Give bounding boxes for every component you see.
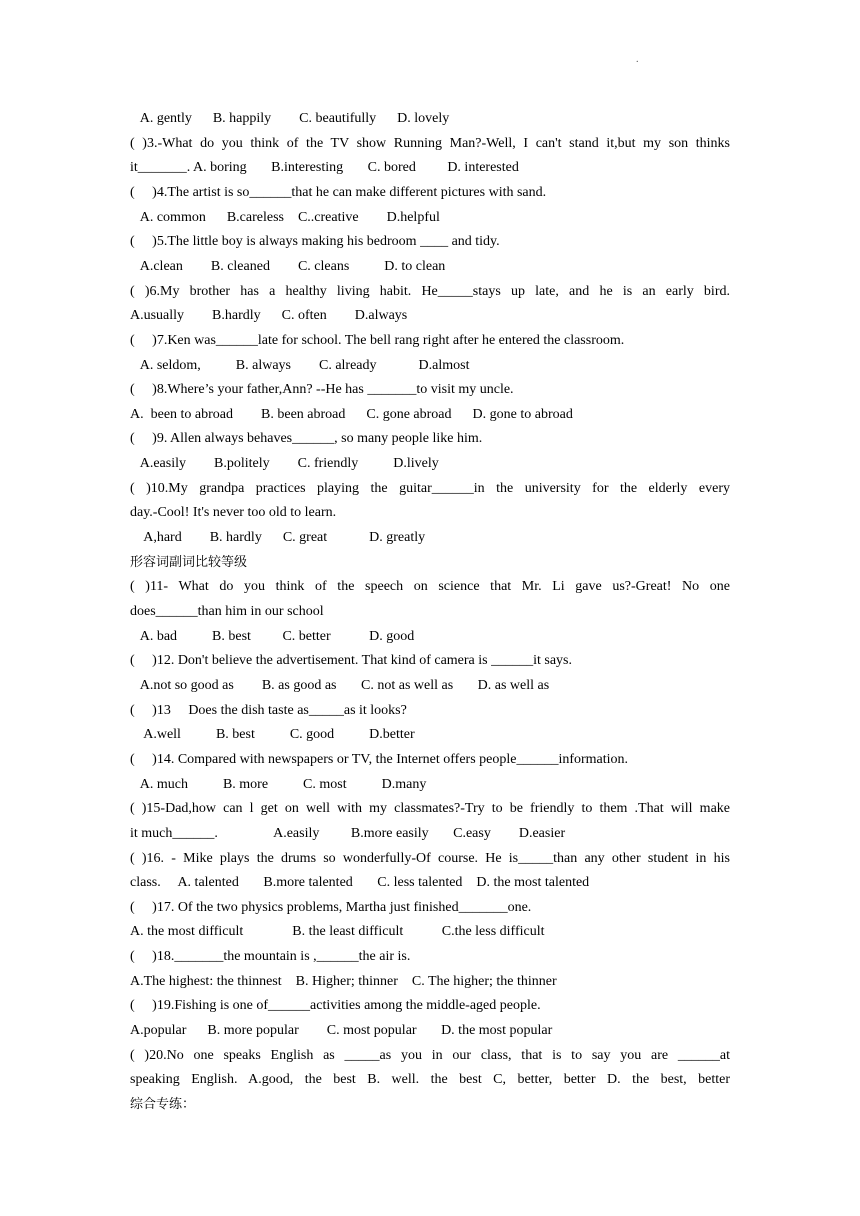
question-line: ( )10.My grandpa practices playing the guitar______in the university for the elderly every bbox=[130, 480, 730, 496]
question-line: ( )14. Compared with newspapers or TV, the Internet offers people______information. bbox=[130, 751, 629, 767]
question-line: ( )20.No one speaks English as _____as you in our class, that is to say you are ______at bbox=[130, 1047, 730, 1063]
question-line: ( )4.The artist is so______that he can make different pictures with sand. bbox=[130, 184, 547, 200]
question-line: ( )12. Don't believe the advertisement. That kind of camera is ______it says. bbox=[130, 653, 572, 669]
question-line: ( )18._______the mountain is ,______the air is. bbox=[130, 949, 411, 965]
question-line: A. seldom, B. always C. already D.almost bbox=[130, 357, 470, 373]
question-line: A.clean B. cleaned C. cleans D. to clean bbox=[130, 258, 446, 274]
question-line: ( )19.Fishing is one of______activities among the middle-aged people. bbox=[130, 998, 541, 1014]
question-line: A. common B.careless C..creative D.helpful bbox=[130, 209, 440, 225]
question-line: ( )17. Of the two physics problems, Martha just finished_______one. bbox=[130, 899, 532, 915]
question-line: it much______. A.easily B.more easily C.easy D.easier bbox=[130, 825, 566, 841]
question-line: A.usually B.hardly C. often D.always bbox=[130, 308, 408, 324]
question-line: ( )8.Where’s your father,Ann? --He has _______to visit my uncle. bbox=[130, 382, 514, 398]
question-line: ( )9. Allen always behaves______, so many people like him. bbox=[130, 431, 483, 447]
question-line: ( )11- What do you think of the speech on science that Mr. Li gave us?-Great! No one bbox=[130, 579, 730, 595]
question-line: A,hard B. hardly C. great D. greatly bbox=[130, 530, 426, 545]
section-heading: 形容词副词比较等级 bbox=[130, 554, 248, 570]
question-line: speaking English. A.good, the best B. well. the best C, better, better D. the best, better bbox=[130, 1072, 730, 1088]
question-line: ( )15-Dad,how can l get on well with my classmates?-Try to be friendly to them .That will make bbox=[130, 801, 730, 817]
question-line: A. been to abroad B. been abroad C. gone abroad D. gone to abroad bbox=[130, 406, 573, 422]
question-line: class. A. talented B.more talented C. less talented D. the most talented bbox=[130, 875, 590, 891]
question-line: ( )6.My brother has a healthy living habit. He_____stays up late, and he is an early bird. bbox=[130, 283, 730, 299]
question-line: ( )5.The little boy is always making his bedroom ____ and tidy. bbox=[130, 234, 500, 250]
question-line: A.well B. best C. good D.better bbox=[130, 727, 415, 743]
question-line: A. bad B. best C. better D. good bbox=[130, 628, 415, 644]
question-line: ( )7.Ken was______late for school. The bell rang right after he entered the classroom. bbox=[130, 332, 625, 348]
question-line: ( )3.-What do you think of the TV show Running Man?-Well, I can't stand it,but my son thinks bbox=[130, 135, 730, 151]
page-mark: . bbox=[636, 54, 639, 65]
question-line: A.not so good as B. as good as C. not as well as D. as well as bbox=[130, 677, 550, 693]
question-line: A.popular B. more popular C. most popular D. the most popular bbox=[130, 1023, 553, 1038]
question-line: day.-Cool! It's never too old to learn. bbox=[130, 505, 337, 521]
question-line: ( )13 Does the dish taste as_____as it looks? bbox=[130, 702, 407, 718]
question-line: does______than him in our school bbox=[130, 604, 324, 619]
question-line: it_______. A. boring B.interesting C. bored D. interested bbox=[130, 160, 519, 176]
question-line: A.easily B.politely C. friendly D.lively bbox=[130, 456, 439, 472]
question-line: A. much B. more C. most D.many bbox=[130, 776, 427, 792]
question-line: A. the most difficult B. the least difficult C.the less difficult bbox=[130, 924, 545, 940]
section-heading: 综合专练： bbox=[130, 1097, 196, 1112]
question-line: A.The highest: the thinnest B. Higher; thinner C. The higher; the thinner bbox=[130, 973, 557, 989]
question-line: A. gently B. happily C. beautifully D. lovely bbox=[130, 111, 450, 126]
question-line: ( )16. - Mike plays the drums so wonderfully-Of course. He is_____than any other student in his bbox=[130, 850, 730, 866]
